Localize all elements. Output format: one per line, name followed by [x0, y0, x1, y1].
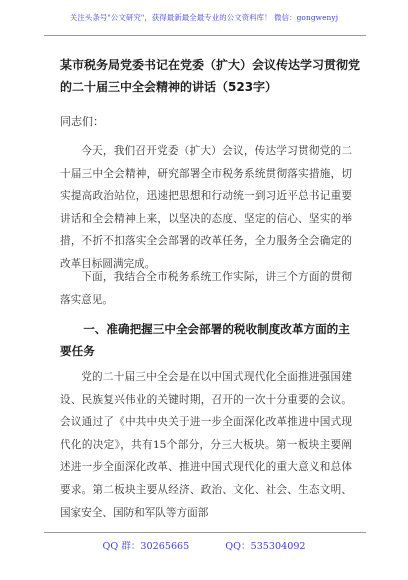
body-paragraph: 今天，我们召开党委（扩大）会议，传达学习贯彻党的二十届三中全会精神，研究部署全市税务系统贯彻落实措施，切实提高政治站位，迅速把思想和行动统一到习近平总书记重要讲话和全会精神上来，以坚决的态度、坚定的信心、坚实的举措，不折不扣落实全会部署的改革任务，全力服务全会确定的改革目标圆满完成。	[60, 145, 352, 270]
footer-qq-group: QQ 群：30265665	[102, 541, 190, 552]
section-heading: 一、准确把握三中全会部署的税收制度改革方面的主要任务	[60, 322, 350, 358]
page-footer	[0, 522, 408, 580]
salutation: 同志们：	[60, 115, 104, 128]
header-divider	[44, 35, 366, 36]
header-promo-text: 关注头条号"公文研究"，获得最新最全最专业的公文资料库！ 微信：gongwenyj	[69, 13, 339, 22]
document-title: 某市税务局党委书记在党委（扩大）会议传达学习贯彻党的二十届三中全会精神的讲话（523字）	[60, 58, 361, 94]
footer-contact	[0, 538, 408, 552]
footer-divider	[44, 532, 366, 533]
page-header	[0, 0, 408, 42]
body-paragraph: 党的二十届三中全会是在以中国式现代化全面推进强国建设、民族复兴伟业的关键时期，召开的一次十分重要的会议。会议通过了《中共中央关于进一步全面深化改革推进中国式现代化的决定》，共有15个部分，分三大板块。第一板块主要阐述进一步全面深化改革、推进中国式现代化的重大意义和总体要求。第二板块主要从经济、政治、文化、社会、生态文明、国家安全、国防和军队等方面部	[60, 371, 352, 519]
body-paragraph: 下面，我结合全市税务系统工作实际，讲三个方面的贯彻落实意见。	[60, 271, 352, 306]
footer-qq: QQ：535304092	[225, 541, 306, 552]
